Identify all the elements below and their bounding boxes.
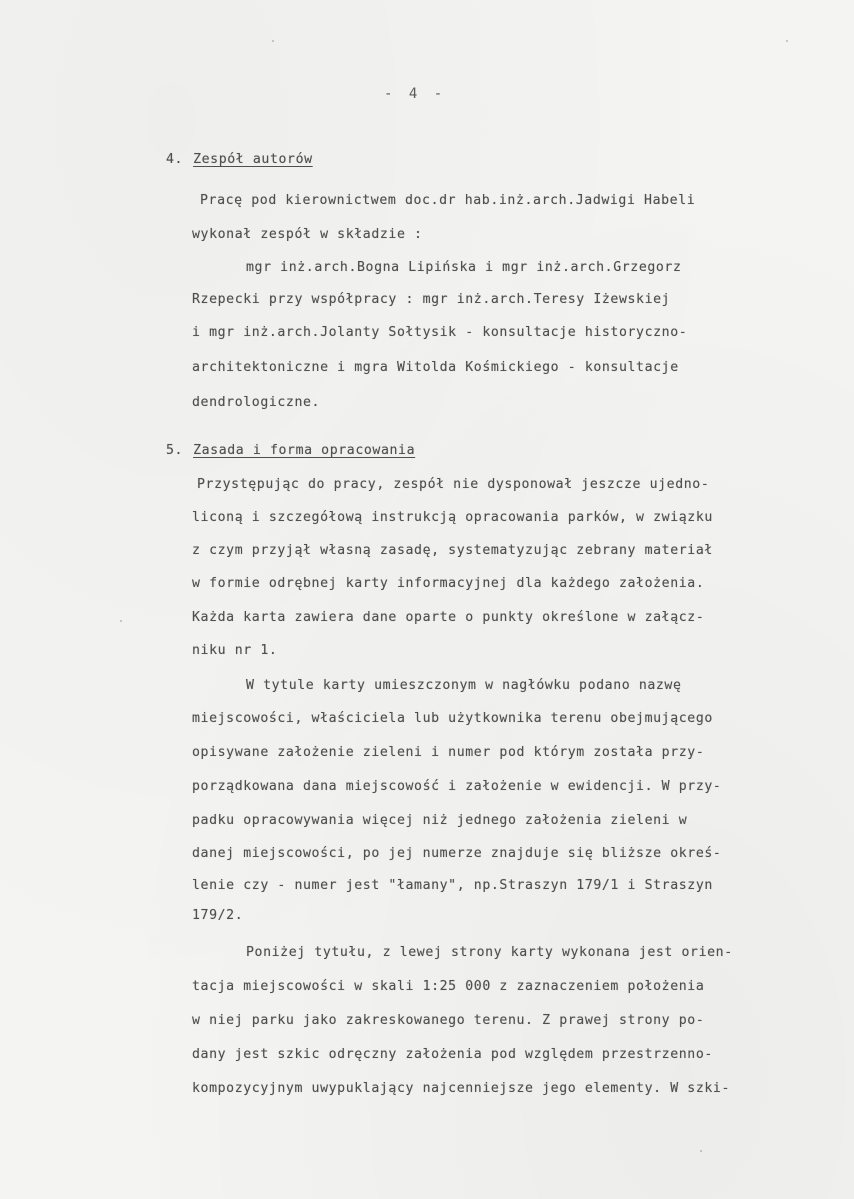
text-line: architektoniczne i mgra Witolda Kośmickiego - konsultacje [192, 360, 679, 375]
text-line: W tytule karty umieszczonym w nagłówku podano nazwę [246, 678, 682, 693]
text-line: z czym przyjął własną zasadę, systematyzując zebrany materiał [192, 543, 713, 558]
text-line: w niej parku jako zakreskowanego terenu. Z prawej strony po- [192, 1013, 705, 1028]
text-line: 179/2. [192, 908, 244, 923]
text-line: dany jest szkic odręczny założenia pod względem przestrzenno- [192, 1047, 713, 1062]
scan-speck [700, 1150, 702, 1152]
text-line: i mgr inż.arch.Jolanty Sołtysik - konsultacje historyczno- [192, 325, 688, 340]
text-line: dendrologiczne. [192, 395, 321, 410]
section-5-title: Zasada i forma opracowania [193, 443, 416, 458]
text-line: niku nr 1. [192, 643, 278, 658]
section-4-heading [166, 152, 313, 167]
scan-speck [786, 40, 788, 42]
text-line: wykonał zespół w składzie : [192, 227, 423, 242]
text-line: w formie odrębnej karty informacyjnej dla każdego założenia. [192, 576, 705, 591]
text-line: liconą i szczegółową instrukcją opracowania parków, w związku [192, 510, 713, 525]
text-line: miejscowości, właściciela lub użytkownika terenu obejmującego [192, 711, 713, 726]
text-line: Przystępując do pracy, zespół nie dysponował jeszcze ujedno- [197, 477, 710, 492]
section-4-title: Zespół autorów [193, 152, 313, 167]
scan-speck [272, 40, 274, 42]
text-line: opisywane założenie zieleni i numer pod którym została przy- [192, 745, 705, 760]
section-4-number: 4. [166, 152, 184, 167]
text-line: Pracę pod kierownictwem doc.dr hab.inż.arch.Jadwigi Habeli [200, 193, 696, 208]
section-5-number: 5. [166, 443, 184, 458]
section-5-heading [166, 443, 415, 458]
text-line: mgr inż.arch.Bogna Lipińska i mgr inż.arch.Grzegorz [246, 260, 682, 275]
text-line: padku opracowywania więcej niż jednego założenia zieleni w [192, 813, 688, 828]
text-line: kompozycyjnym uwypuklający najcenniejsze jego elementy. W szki- [192, 1081, 730, 1096]
text-line: Rzepecki przy współpracy : mgr inż.arch.Teresy Iżewskiej [192, 292, 671, 307]
scan-speck [120, 620, 122, 622]
text-line: danej miejscowości, po jej numerze znajduje się bliższe okreś- [192, 846, 722, 861]
text-line: Poniżej tytułu, z lewej strony karty wykonana jest orien- [246, 945, 733, 960]
text-line: lenie czy - numer jest "łamany", np.Straszyn 179/1 i Straszyn [192, 878, 713, 893]
text-line: tacja miejscowości w skali 1:25 000 z zaznaczeniem położenia [192, 979, 705, 994]
page-number: - 4 - [384, 86, 447, 102]
text-line: Każda karta zawiera dane oparte o punkty określone w załącz- [192, 610, 705, 625]
text-line: porządkowana dana miejscowość i założenie w ewidencji. W przy- [192, 779, 722, 794]
